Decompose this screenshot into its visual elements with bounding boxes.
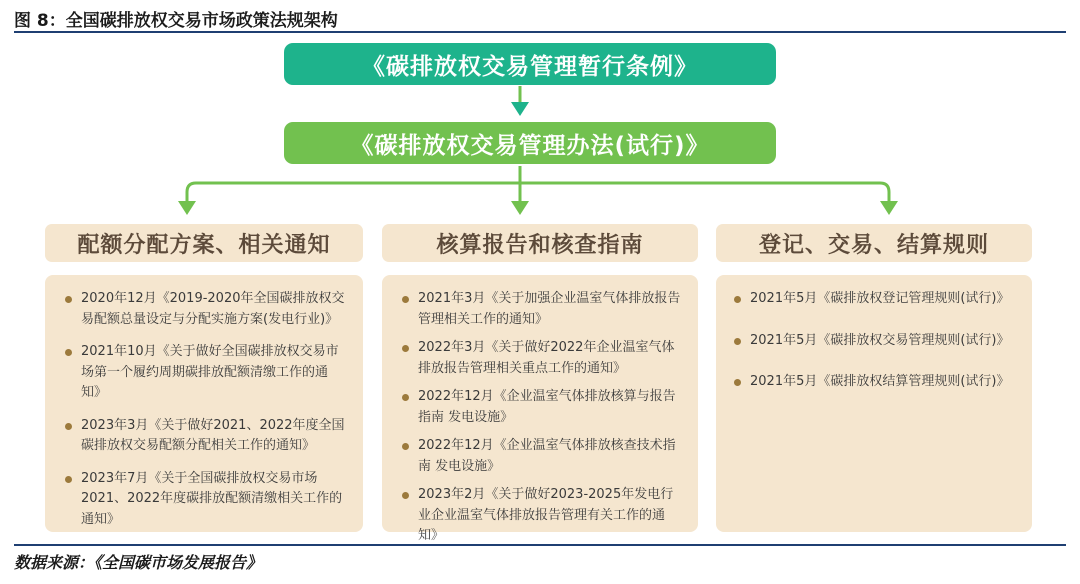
- category-panel-allocation: [45, 275, 363, 532]
- list-item: 2022年12月《企业温室气体排放核算与报告指南 发电设施》: [402, 387, 682, 428]
- bullet-icon: [65, 476, 72, 483]
- list-item: 2023年3月《关于做好2021、2022年度全国碳排放权交易配额分配相关工作的通知》: [65, 416, 347, 457]
- figure-title: 图 8：全国碳排放权交易市场政策法规架构: [14, 11, 338, 31]
- bullet-icon: [734, 338, 741, 345]
- list-item: 2023年2月《关于做好2023-2025年发电行业企业温室气体排放报告管理有关工作的通知》: [402, 485, 682, 547]
- bullet-icon: [65, 296, 72, 303]
- category-header-allocation: 配额分配方案、相关通知: [45, 224, 363, 262]
- regulation-box: 《碳排放权交易管理暂行条例》: [284, 43, 776, 85]
- arrow-down-icon: [511, 102, 529, 116]
- category-header-reporting: 核算报告和核查指南: [382, 224, 698, 262]
- list-item: 2023年7月《关于全国碳排放权交易市场2021、2022年度碳排放配额清缴相关工作的通知》: [65, 469, 347, 531]
- source-note: 数据来源：《全国碳市场发展报告》: [14, 553, 263, 572]
- category-header-rules: 登记、交易、结算规则: [716, 224, 1032, 262]
- list-item: 2022年3月《关于做好2022年企业温室气体排放报告管理相关重点工作的通知》: [402, 338, 682, 379]
- arrow-down-icon: [178, 201, 196, 215]
- bullet-icon: [402, 296, 409, 303]
- category-panel-rules: [716, 275, 1032, 532]
- list-item: 2021年3月《关于加强企业温室气体排放报告管理相关工作的通知》: [402, 289, 682, 330]
- arrow-down-icon: [880, 201, 898, 215]
- arrow-down-icon: [511, 201, 529, 215]
- list-item: 2022年12月《企业温室气体排放核查技术指南 发电设施》: [402, 436, 682, 477]
- list-item: 2021年5月《碳排放权交易管理规则(试行)》: [734, 331, 1026, 352]
- bullet-icon: [402, 443, 409, 450]
- bottom-rule: [14, 544, 1066, 546]
- bullet-icon: [402, 394, 409, 401]
- bullet-icon: [65, 349, 72, 356]
- list-item: 2021年5月《碳排放权登记管理规则(试行)》: [734, 289, 1026, 310]
- category-panel-reporting: [382, 275, 698, 543]
- list-item: 2021年5月《碳排放权结算管理规则(试行)》: [734, 372, 1026, 393]
- list-item: 2021年10月《关于做好全国碳排放权交易市场第一个履约周期碳排放配额清缴工作的通知》: [65, 342, 347, 404]
- bullet-icon: [734, 296, 741, 303]
- list-item: 2020年12月《2019-2020年全国碳排放权交易配额总量设定与分配实施方案(发电行业)》: [65, 289, 347, 330]
- bullet-icon: [402, 492, 409, 499]
- bullet-icon: [402, 345, 409, 352]
- measures-box: 《碳排放权交易管理办法(试行)》: [284, 122, 776, 164]
- bullet-icon: [65, 423, 72, 430]
- bullet-icon: [734, 379, 741, 386]
